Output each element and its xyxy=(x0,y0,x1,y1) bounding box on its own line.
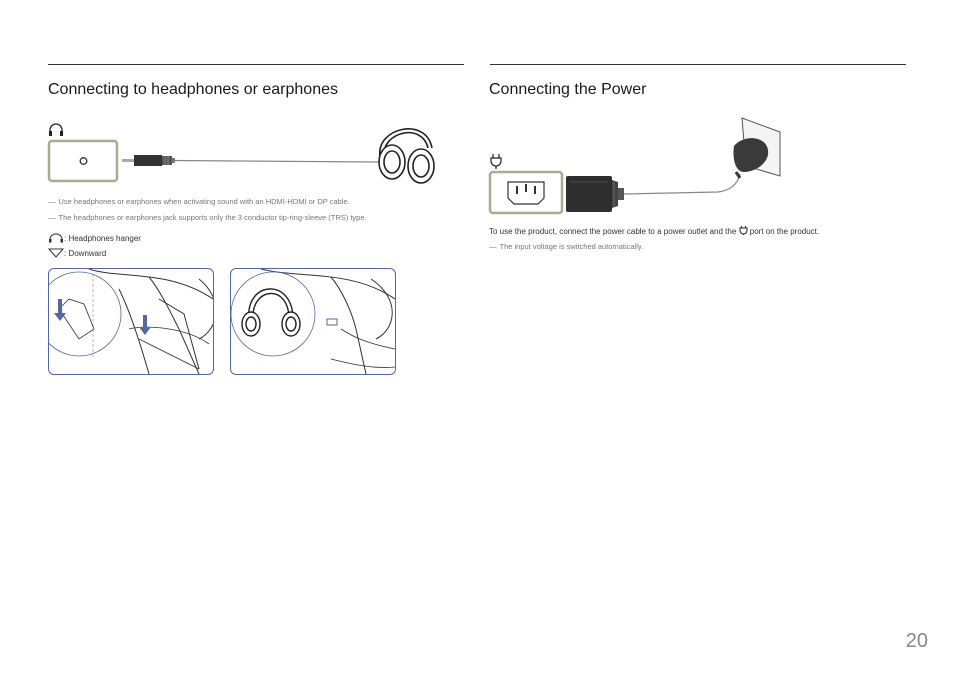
headphones-hanger-icon xyxy=(48,233,64,243)
power-port-inline-icon xyxy=(739,226,748,235)
headphones-section-title: Connecting to headphones or earphones xyxy=(48,81,338,98)
photo-headphones-hung xyxy=(230,268,396,375)
note-trs-jack: ― The headphones or earphones jack supports only the 3 conductor tip-ring-sleeve (TRS) type. xyxy=(48,213,367,222)
power-connection-illustration xyxy=(488,116,784,218)
downward-triangle-icon xyxy=(48,248,64,258)
downward-arrow-icon xyxy=(54,299,66,321)
audio-cable xyxy=(175,159,386,162)
section-rule-right xyxy=(490,64,906,65)
downward-arrow-icon-2 xyxy=(139,315,151,335)
power-plug xyxy=(566,176,624,212)
note-headphones-hdmi: ― Use headphones or earphones when activating sound with an HDMI-HDMI or DP cable. xyxy=(48,197,350,206)
power-port-icon xyxy=(491,154,501,169)
power-instruction: To use the product, connect the power cable to a power outlet and the port on the product. xyxy=(489,227,820,236)
legend-downward: : Downward xyxy=(48,248,106,258)
headphone-port-box xyxy=(49,141,117,181)
page-number: 20 xyxy=(905,630,928,652)
legend-headphones-hanger: : Headphones hanger xyxy=(48,233,141,243)
headphone-connection-illustration xyxy=(46,118,438,190)
audio-plug xyxy=(122,155,175,166)
power-cable xyxy=(624,174,740,194)
section-rule-left xyxy=(48,64,464,65)
note-voltage: ― The input voltage is switched automatically. xyxy=(489,242,644,251)
hung-headphones-graphic xyxy=(242,289,300,336)
headphones-graphic xyxy=(379,129,434,183)
power-section-title: Connecting the Power xyxy=(489,81,647,98)
power-port-box xyxy=(490,172,562,213)
headphone-port-icon xyxy=(49,124,63,136)
photo-hanger-downward xyxy=(48,268,214,375)
